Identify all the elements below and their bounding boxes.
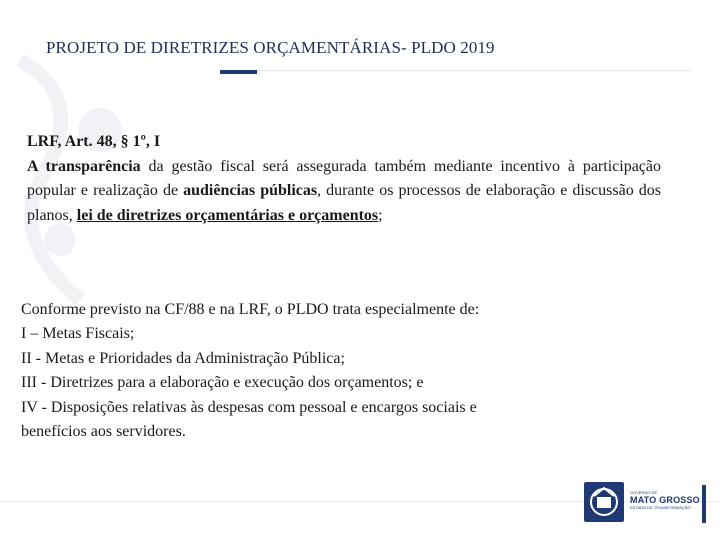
list-intro: Conforme previsto na CF/88 e na LRF, o PLDO trata especialmente de: xyxy=(21,301,480,318)
citation-heading: LRF, Art. 48, § 1º, I xyxy=(27,133,161,150)
list-item: I – Metas Fiscais; xyxy=(21,325,135,343)
title-accent-bar xyxy=(220,70,257,74)
ldo-term: lei de diretrizes orçamentárias e orçamentos xyxy=(76,206,379,224)
citation-text: A transparência da gestão fiscal será assegurada também mediante incentivo à participação popular e realização de audiências públicas, durante os processos de elaboração e discussão dos planos, lei de diretrizes orçamentárias e orçamentos; xyxy=(27,157,661,224)
logo-bottom-line: ESTADO DE TRANSFORMAÇÃO xyxy=(630,505,691,510)
government-logo xyxy=(584,482,708,524)
public-hearings-term: audiências públicas xyxy=(183,182,318,199)
logo-side-bar xyxy=(702,485,706,523)
list-item: IV - Disposições relativas às despesas com pessoal e encargos sociais e xyxy=(21,398,477,416)
list-item: II - Metas e Prioridades da Administração Pública; xyxy=(21,349,345,367)
transparency-term: A transparência xyxy=(27,157,141,175)
list-item: benefícios aos servidores. xyxy=(21,423,186,441)
page-title: PROJETO DE DIRETRIZES ORÇAMENTÁRIAS- PLDO 2019 xyxy=(46,38,495,57)
title-divider xyxy=(220,70,690,71)
legal-citation-block xyxy=(27,130,661,228)
logo-main-line: MATO GROSSO xyxy=(630,495,700,505)
state-seal-icon xyxy=(584,482,624,522)
logo-top-line: GOVERNO DE xyxy=(630,490,658,495)
pldo-contents-list xyxy=(21,298,681,444)
list-item: III - Diretrizes para a elaboração e execução dos orçamentos; e xyxy=(21,374,424,392)
